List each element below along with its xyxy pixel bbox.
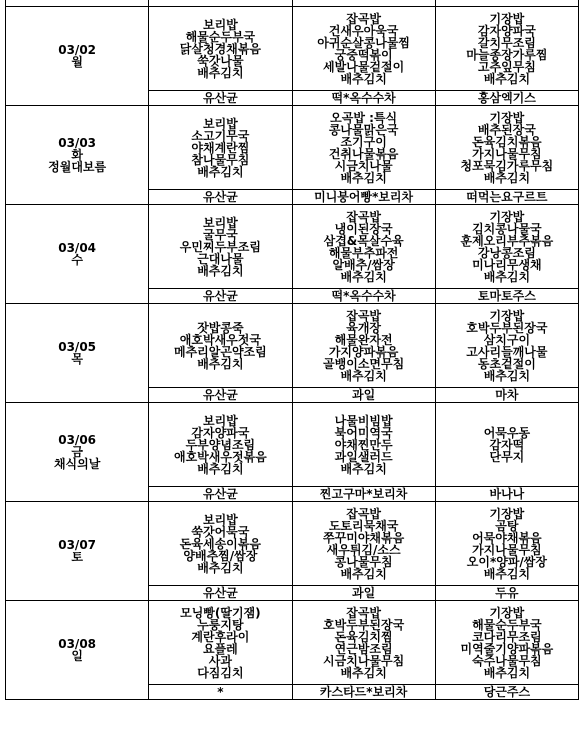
- menu-item: 단무지: [489, 449, 525, 464]
- menu-item: 배추김치: [197, 263, 244, 278]
- date-text: 03/04: [58, 241, 97, 255]
- weekday-text: 목: [71, 352, 83, 366]
- menu-item: 해물완자전: [334, 332, 393, 347]
- menu-item: 배추김치: [340, 461, 387, 476]
- menu-item: 과일샐러드: [334, 449, 393, 464]
- menu-item: 배추김치: [197, 560, 244, 575]
- menu-item: 배추김치: [197, 461, 244, 476]
- menu-item: 양배추찜/쌈장: [183, 548, 258, 563]
- snack-cell: 과일: [292, 388, 435, 403]
- menu-item: 시금치나물: [334, 158, 393, 173]
- date-text: 03/05: [58, 340, 97, 354]
- menu-item: 소고기무국: [191, 128, 250, 143]
- menu-item: 배추김치: [340, 269, 387, 284]
- weekday-text: 월: [71, 55, 83, 69]
- snack-cell: 떠먹는요구르트: [435, 190, 578, 205]
- menu-item: 북어미역국: [334, 425, 393, 440]
- snack-cell: 유산균: [149, 289, 292, 304]
- dinner-cell: [435, 205, 578, 289]
- menu-item: 궁중떡볶이: [334, 47, 393, 62]
- day-label-cell: [6, 205, 149, 304]
- menu-item: 김치콩나물국: [472, 221, 542, 236]
- menu-item: 쭈꾸미야채볶음: [323, 530, 405, 545]
- menu-item: 해물순두부국: [472, 617, 542, 632]
- menu-item: 메추리알곤약조림: [174, 344, 267, 359]
- menu-item: 요플레: [202, 641, 238, 656]
- menu-item: 보리밥: [202, 17, 238, 32]
- breakfast-cell: [149, 601, 292, 685]
- menu-item: 갈치무조림: [477, 35, 536, 50]
- weekday-text: 일: [71, 649, 83, 663]
- day-label-cell: [6, 502, 149, 601]
- menu-item: 호박두부된장국: [466, 320, 548, 335]
- breakfast-cell: [149, 502, 292, 586]
- date-text: 03/08: [58, 637, 97, 651]
- lunch-cell: [292, 7, 435, 91]
- menu-item: 조기구이: [340, 134, 387, 149]
- menu-item: 잡곡밥: [346, 605, 382, 620]
- menu-item: 잡곡밥: [346, 308, 382, 323]
- dinner-cell: [435, 304, 578, 388]
- menu-item: 배추김치: [483, 368, 531, 383]
- snack-cell: 유산균: [149, 487, 292, 502]
- menu-item: 나물비빔밥: [334, 413, 393, 428]
- menu-item: 배추김치: [340, 566, 387, 581]
- menu-item: 호박두부된장국: [323, 617, 405, 632]
- menu-item: 도토리묵채국: [328, 518, 399, 533]
- menu-item: 고사리들깨나물: [466, 344, 548, 359]
- menu-item: 삼겹&목살수육: [323, 233, 404, 248]
- menu-item: 배추김치: [483, 269, 531, 284]
- breakfast-cell: [149, 106, 292, 190]
- menu-item: 골뱅이소면무침: [323, 356, 405, 371]
- day-label-cell: [6, 106, 149, 205]
- snack-cell: 두유: [435, 586, 578, 601]
- menu-item: 근대나물: [197, 251, 244, 266]
- menu-item: 돈육김치찜: [334, 629, 393, 644]
- menu-item: 배추김치: [340, 368, 387, 383]
- menu-item: 미나리무생채: [472, 257, 542, 272]
- menu-item: 감자떡: [489, 437, 525, 452]
- menu-item: 잡곡밥: [346, 11, 382, 26]
- dinner-cell: [435, 502, 578, 586]
- menu-item: 보리밥: [202, 413, 238, 428]
- menu-item: 배추김치: [197, 164, 244, 179]
- menu-item: 가지양파볶음: [328, 344, 399, 359]
- menu-item: 오이*양파/쌈장: [466, 554, 547, 569]
- menu-item: 콩나물맑은국: [328, 122, 399, 137]
- day-meal-row: [6, 205, 579, 289]
- snack-cell: 떡*옥수수차: [292, 91, 435, 106]
- snack-cell: 찐고구마*보리차: [292, 487, 435, 502]
- snack-cell: 떡*옥수수차: [292, 289, 435, 304]
- dinner-cell: [435, 106, 578, 190]
- menu-item: 배추김치: [483, 665, 531, 680]
- menu-item: 강낭콩조림: [477, 245, 536, 260]
- menu-item: 훈제오리부추볶음: [460, 233, 554, 248]
- meal-menu-table: [5, 0, 579, 700]
- menu-item: 삼치구이: [483, 332, 531, 347]
- day-note: 채식의날: [53, 457, 101, 471]
- menu-item: 냉이된장국: [334, 221, 393, 236]
- menu-item: 기장밥: [489, 209, 525, 224]
- dinner-cell: [435, 7, 578, 91]
- menu-item: 건새우아욱국: [328, 23, 399, 38]
- menu-item: 모닝빵(딸기잼): [180, 605, 261, 620]
- lunch-cell: [292, 502, 435, 586]
- breakfast-cell: [149, 205, 292, 289]
- snack-cell: *: [149, 685, 292, 700]
- menu-item: 잡곡밥: [346, 209, 382, 224]
- menu-item: 참나물무침: [191, 152, 250, 167]
- snack-cell: 미니붕어빵*보리차: [292, 190, 435, 205]
- snack-cell: 유산균: [149, 388, 292, 403]
- menu-item: 두부양념조림: [185, 437, 256, 452]
- menu-item: 코다리무조림: [472, 629, 542, 644]
- lunch-cell: [292, 304, 435, 388]
- menu-item: 보리밥: [202, 512, 238, 527]
- day-meal-row: [6, 403, 579, 487]
- menu-item: 배추김치: [340, 170, 387, 185]
- date-text: 03/02: [58, 43, 97, 57]
- day-meal-row: [6, 106, 579, 190]
- menu-item: 감자양파국: [191, 425, 250, 440]
- lunch-cell: [292, 205, 435, 289]
- day-meal-row: [6, 7, 579, 91]
- menu-item: 애호박새우젓국: [179, 332, 261, 347]
- weekday-text: 수: [71, 253, 83, 267]
- menu-item: 배추김치: [483, 170, 531, 185]
- breakfast-cell: [149, 403, 292, 487]
- menu-item: 보리밥: [202, 215, 238, 230]
- snack-cell: 유산균: [149, 190, 292, 205]
- snack-cell: 카스타드*보리차: [292, 685, 435, 700]
- menu-item: 어묵야채볶음: [472, 530, 542, 545]
- snack-cell: 당근주스: [435, 685, 578, 700]
- menu-item: 보리밥: [202, 116, 238, 131]
- menu-item: 감자양파국: [477, 23, 536, 38]
- menu-item: 기장밥: [489, 11, 525, 26]
- snack-cell: 토마토주스: [435, 289, 578, 304]
- menu-item: 콩나물무침: [334, 554, 393, 569]
- menu-item: 배추김치: [197, 65, 244, 80]
- day-label-cell: [6, 304, 149, 403]
- date-text: 03/07: [58, 538, 97, 552]
- menu-item: 사과: [208, 653, 232, 668]
- menu-item: 돈육김치볶음: [472, 134, 542, 149]
- snack-cell: 바나나: [435, 487, 578, 502]
- day-label-cell: [6, 403, 149, 502]
- menu-item: 세발나물겉절이: [323, 59, 405, 74]
- menu-item: 가지나물무침: [472, 146, 542, 161]
- date-text: 03/06: [58, 433, 97, 447]
- lunch-cell: [292, 106, 435, 190]
- day-meal-row: [6, 304, 579, 388]
- menu-item: 잣밥콩죽: [197, 320, 244, 335]
- menu-item: 동초겉절이: [477, 356, 536, 371]
- menu-item: 돈육세송이볶음: [179, 536, 261, 551]
- menu-item: 미역줄기양파볶음: [460, 641, 554, 656]
- menu-item: 시금치나물무침: [323, 653, 405, 668]
- menu-item: 새우튀김/소스: [326, 542, 401, 557]
- menu-item: 배추된장국: [477, 122, 536, 137]
- menu-item: 누룽지탕: [197, 617, 244, 632]
- menu-item: 야채찐만두: [334, 437, 393, 452]
- day-meal-row: [6, 601, 579, 685]
- dinner-cell: [435, 601, 578, 685]
- menu-item: 기장밥: [489, 506, 525, 521]
- menu-item: 닭살청경채볶음: [179, 41, 261, 56]
- day-note: 정월대보름: [48, 160, 107, 174]
- menu-item: 고추잎무침: [477, 59, 536, 74]
- menu-item: 아귀순살콩나물찜: [317, 35, 410, 50]
- menu-item: 배추김치: [340, 665, 387, 680]
- menu-item: 쑥갓나물: [197, 53, 244, 68]
- menu-item: 청포묵김가루무침: [460, 158, 554, 173]
- menu-item: 가지나물무침: [472, 542, 542, 557]
- menu-item: 알배추/쌈장: [332, 257, 395, 272]
- menu-item: 해물부추파전: [328, 245, 399, 260]
- snack-cell: 과일: [292, 586, 435, 601]
- menu-item: 잡곡밥: [346, 506, 382, 521]
- day-label-cell: [6, 601, 149, 700]
- snack-cell: 마차: [435, 388, 578, 403]
- menu-item: 곰탕: [495, 518, 519, 533]
- menu-item: 배추김치: [483, 71, 531, 86]
- breakfast-cell: [149, 304, 292, 388]
- weekday-text: 금: [71, 445, 83, 459]
- menu-item: 어묵우동: [483, 425, 531, 440]
- menu-item: 마늘종장가루찜: [466, 47, 548, 62]
- snack-cell: 홍삼엑기스: [435, 91, 578, 106]
- snack-cell: 유산균: [149, 586, 292, 601]
- menu-item: 야채계란찜: [191, 140, 250, 155]
- menu-item: 연근밤조림: [334, 641, 393, 656]
- day-label-cell: [6, 7, 149, 106]
- menu-item: 애호박새우젓볶음: [174, 449, 267, 464]
- date-text: 03/03: [58, 136, 97, 150]
- menu-item: 다짐김치: [197, 665, 244, 680]
- menu-item: 오곡밥 :특식: [330, 110, 398, 125]
- weekday-text: 화: [71, 148, 83, 162]
- menu-item: 배추김치: [340, 71, 387, 86]
- menu-item: 숙주나물무침: [472, 653, 542, 668]
- lunch-cell: [292, 403, 435, 487]
- snack-cell: 유산균: [149, 91, 292, 106]
- menu-item: 배추김치: [483, 566, 531, 581]
- menu-item: 기장밥: [489, 110, 525, 125]
- menu-item: 굴무국: [202, 227, 238, 242]
- menu-item: 기장밥: [489, 308, 525, 323]
- menu-item: 계란후라이: [191, 629, 250, 644]
- menu-item: 우민찌두부조림: [179, 239, 261, 254]
- menu-item: 쑥갓어묵국: [191, 524, 250, 539]
- menu-item: 해물순두부국: [185, 29, 256, 44]
- dinner-cell: [435, 403, 578, 487]
- menu-item: 배추김치: [197, 356, 244, 371]
- menu-item: 건취나물볶음: [328, 146, 399, 161]
- breakfast-cell: [149, 7, 292, 91]
- day-meal-row: [6, 502, 579, 586]
- weekday-text: 토: [71, 550, 83, 564]
- menu-item: 육개장: [346, 320, 382, 335]
- lunch-cell: [292, 601, 435, 685]
- menu-item: 기장밥: [489, 605, 525, 620]
